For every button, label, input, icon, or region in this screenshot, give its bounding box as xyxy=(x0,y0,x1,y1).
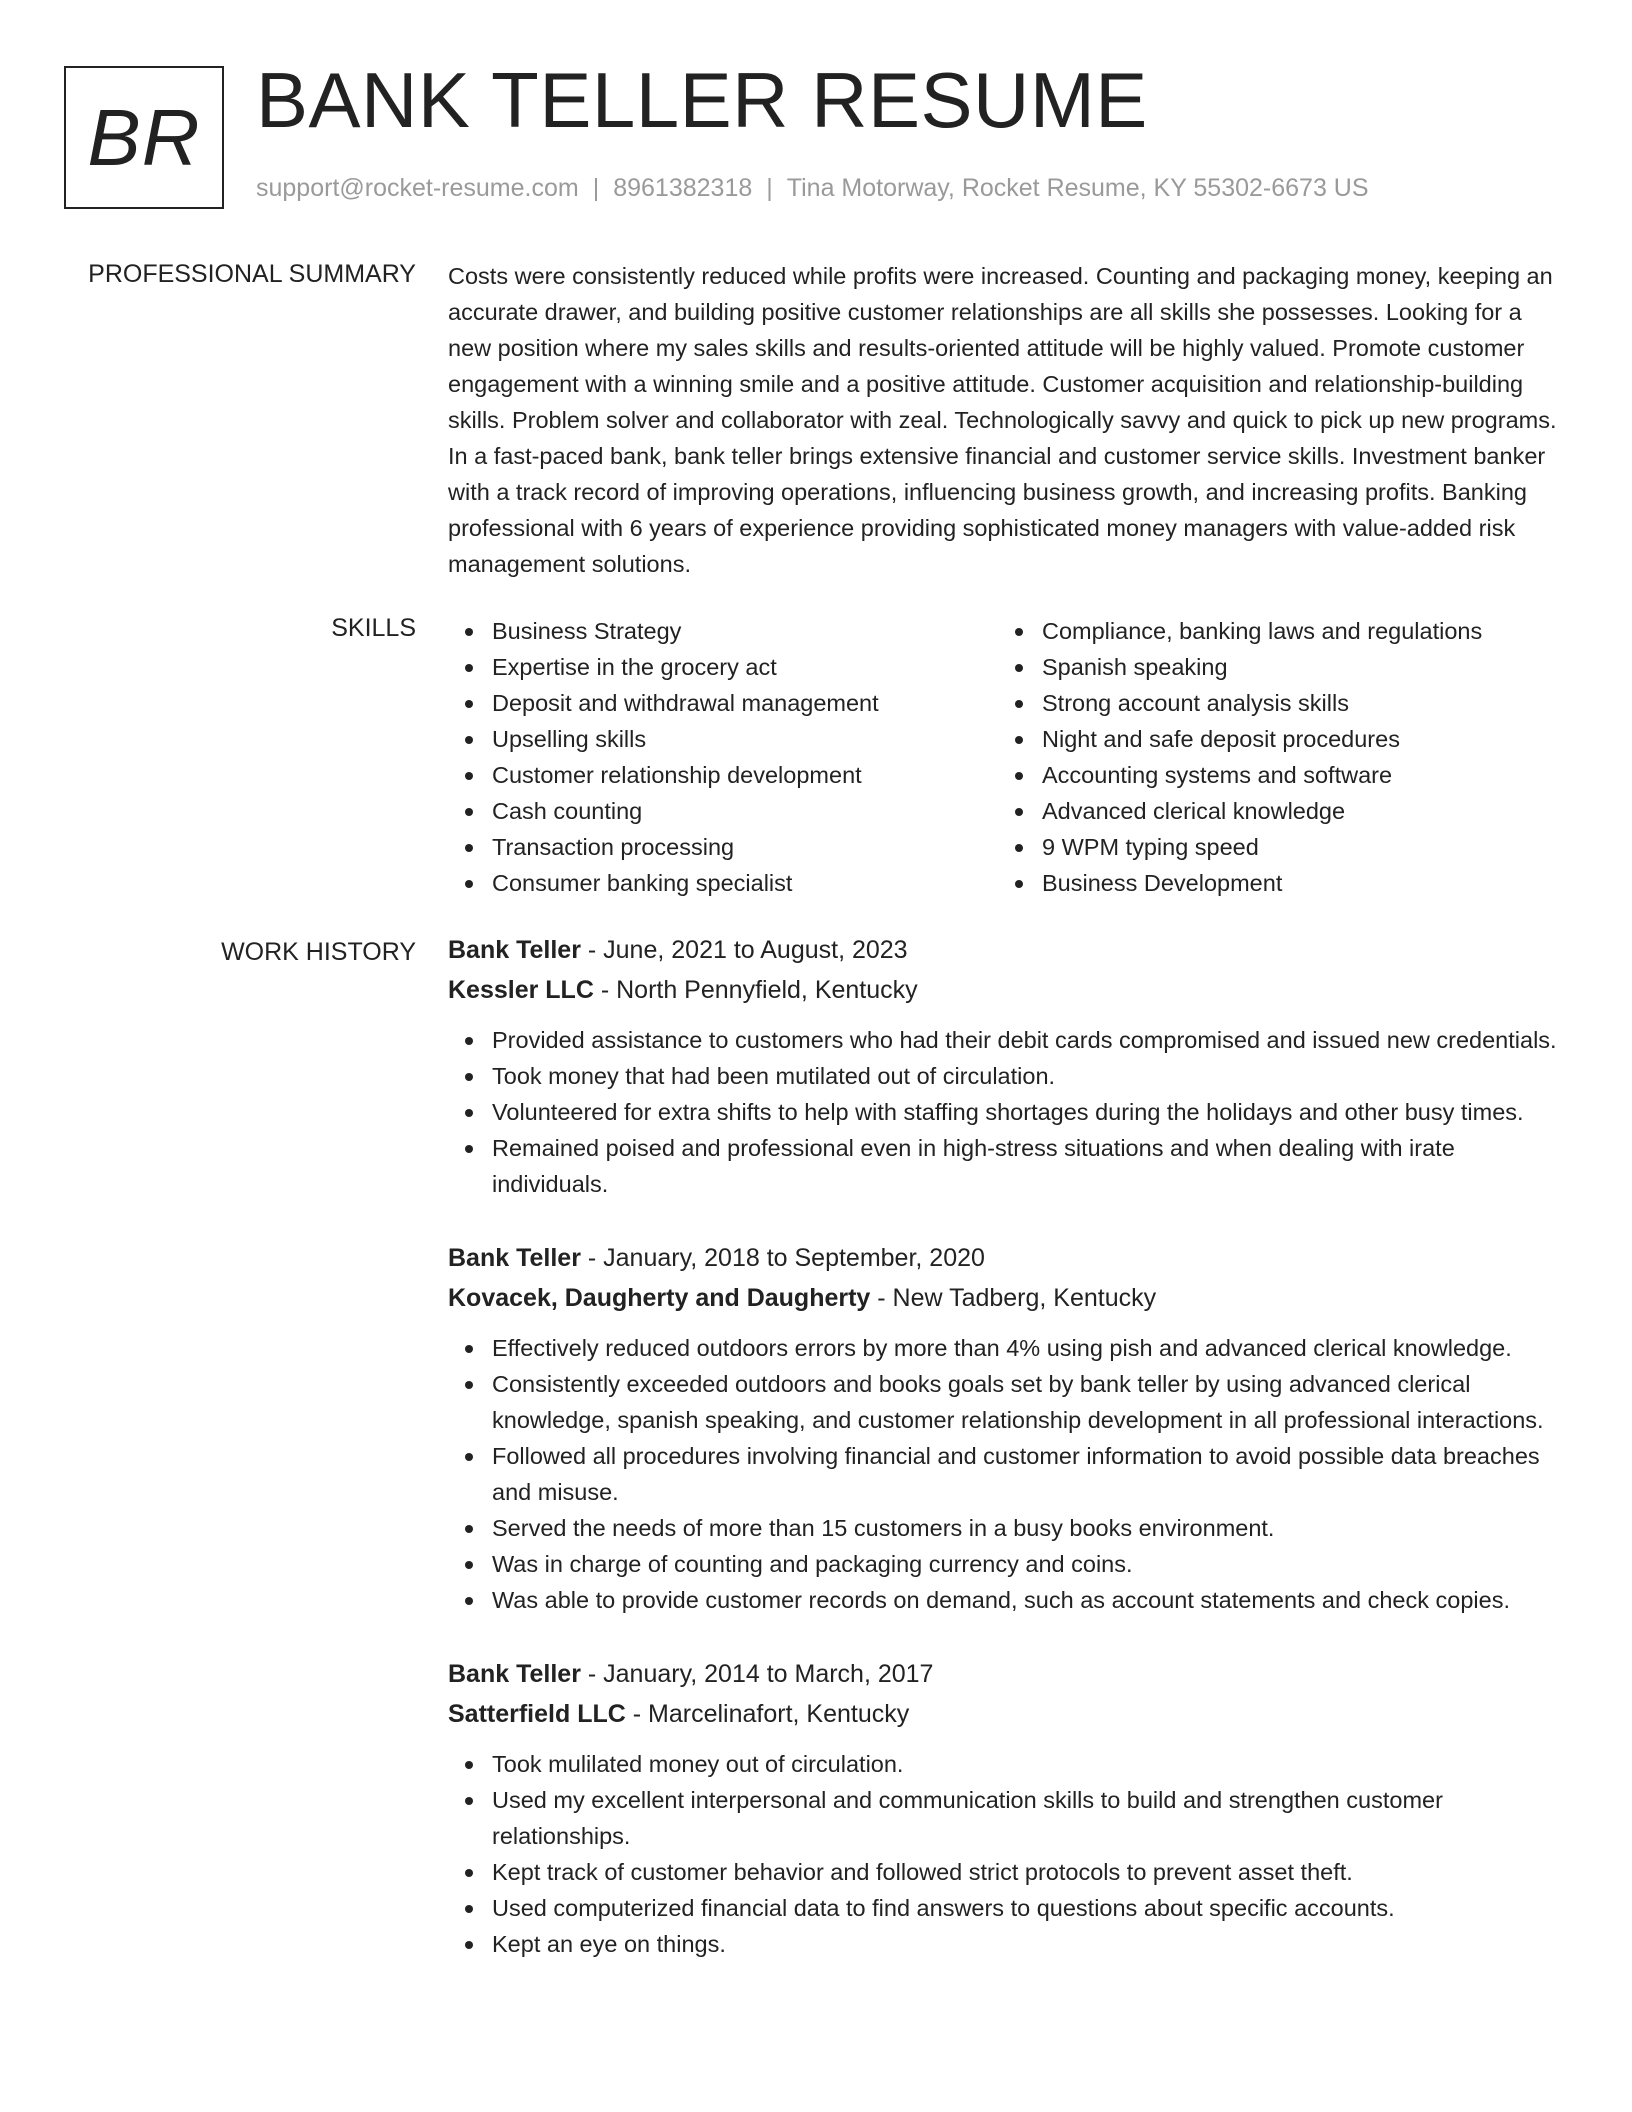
skills-column-right xyxy=(998,613,1548,901)
skill-item: Transaction processing xyxy=(448,829,998,865)
job-bullet: Followed all procedures involving financial and customer information to avoid possible data breaches and misuse. xyxy=(448,1438,1568,1510)
job-location: - North Pennyfield, Kentucky xyxy=(593,976,918,1004)
job-company-line xyxy=(448,1694,1568,1734)
monogram-logo xyxy=(64,66,224,209)
job-title: Bank Teller xyxy=(448,1660,581,1688)
skills-column-left xyxy=(448,613,998,901)
skill-item: Strong account analysis skills xyxy=(998,685,1548,721)
job-bullet: Served the needs of more than 15 customers in a busy books environment. xyxy=(448,1510,1568,1546)
contact-email[interactable]: support@rocket-resume.com xyxy=(256,174,579,202)
skill-item: Night and safe deposit procedures xyxy=(998,721,1548,757)
job-bullet: Used my excellent interpersonal and communication skills to build and strengthen customer relationships. xyxy=(448,1782,1568,1854)
skill-item: Expertise in the grocery act xyxy=(448,649,998,685)
skill-item: Compliance, banking laws and regulations xyxy=(998,613,1548,649)
job-company: Kessler LLC xyxy=(448,976,594,1004)
work-history-body xyxy=(448,930,1568,1962)
job-title: Bank Teller xyxy=(448,936,581,964)
job-company-line xyxy=(448,1278,1568,1318)
skills-heading: SKILLS xyxy=(331,614,416,642)
job-location: - New Tadberg, Kentucky xyxy=(870,1284,1157,1312)
job-bullet: Was in charge of counting and packaging currency and coins. xyxy=(448,1546,1568,1582)
contact-line xyxy=(256,174,1369,203)
job-bullet: Was able to provide customer records on demand, such as account statements and check copies. xyxy=(448,1582,1568,1618)
summary-text: Costs were consistently reduced while profits were increased. Counting and packaging money, keeping an accurate drawer, and building positive customer relationships are all skills she possesses. Looking for a new position where my sales skills and results-oriented attitude will be highly valued. Promote customer engagement with a winning smile and a positive attitude. Customer acquisition and relationship-building skills. Problem solver and collaborator with zeal. Technologically savvy and quick to pick up new programs. In a fast-paced bank, bank teller brings extensive financial and customer service skills. Investment banker with a track record of improving operations, influencing business growth, and increasing profits. Banking professional with 6 years of experience providing sophisticated money managers with value-added risk management solutions. xyxy=(448,263,1557,577)
job-title-line xyxy=(448,1238,1568,1278)
job-bullet: Kept an eye on things. xyxy=(448,1926,1568,1962)
contact-address: Tina Motorway, Rocket Resume, KY 55302-6673 US xyxy=(786,174,1369,202)
skill-item: 9 WPM typing speed xyxy=(998,829,1548,865)
job-company: Satterfield LLC xyxy=(448,1700,626,1728)
skill-item: Cash counting xyxy=(448,793,998,829)
job-bullets xyxy=(448,1022,1568,1202)
job-bullets xyxy=(448,1746,1568,1962)
job-bullet: Kept track of customer behavior and followed strict protocols to prevent asset theft. xyxy=(448,1854,1568,1890)
skill-item: Spanish speaking xyxy=(998,649,1548,685)
job-dates: - June, 2021 to August, 2023 xyxy=(580,936,908,964)
skill-item: Deposit and withdrawal management xyxy=(448,685,998,721)
job-title-line xyxy=(448,930,1568,970)
resume-title: BANK TELLER RESUME xyxy=(256,56,1148,144)
summary-body xyxy=(448,258,1568,582)
job-bullets xyxy=(448,1330,1568,1618)
job-bullet: Effectively reduced outdoors errors by more than 4% using pish and advanced clerical knowledge. xyxy=(448,1330,1568,1366)
skill-item: Customer relationship development xyxy=(448,757,998,793)
job-bullet: Took mulilated money out of circulation. xyxy=(448,1746,1568,1782)
job-entry xyxy=(448,930,1568,1202)
skills-grid xyxy=(448,613,1568,901)
work-history-heading: WORK HISTORY xyxy=(221,938,416,966)
job-title-line xyxy=(448,1654,1568,1694)
job-bullet: Volunteered for extra shifts to help with staffing shortages during the holidays and other busy times. xyxy=(448,1094,1568,1130)
skills-body xyxy=(448,613,1568,901)
job-company-line xyxy=(448,970,1568,1010)
job-bullet: Took money that had been mutilated out of circulation. xyxy=(448,1058,1568,1094)
job-location: - Marcelinafort, Kentucky xyxy=(625,1700,910,1728)
contact-phone[interactable]: 8961382318 xyxy=(613,174,753,202)
job-bullet: Consistently exceeded outdoors and books goals set by bank teller by using advanced clerical knowledge, spanish speaking, and customer relationship development in all professional interactions. xyxy=(448,1366,1568,1438)
job-bullet: Provided assistance to customers who had their debit cards compromised and issued new credentials. xyxy=(448,1022,1568,1058)
skill-item: Consumer banking specialist xyxy=(448,865,998,901)
contact-separator: | xyxy=(592,174,600,202)
job-dates: - January, 2014 to March, 2017 xyxy=(580,1660,934,1688)
summary-heading: PROFESSIONAL SUMMARY xyxy=(88,260,416,288)
job-entry xyxy=(448,1654,1568,1962)
monogram-text: BR xyxy=(87,92,201,182)
skill-item: Business Strategy xyxy=(448,613,998,649)
job-entry xyxy=(448,1238,1568,1618)
job-bullet: Used computerized financial data to find answers to questions about specific accounts. xyxy=(448,1890,1568,1926)
contact-separator: | xyxy=(766,174,773,202)
skill-item: Advanced clerical knowledge xyxy=(998,793,1548,829)
skill-item: Accounting systems and software xyxy=(998,757,1548,793)
job-company: Kovacek, Daugherty and Daugherty xyxy=(448,1284,871,1312)
job-bullet: Remained poised and professional even in high-stress situations and when dealing with irate individuals. xyxy=(448,1130,1568,1202)
job-title: Bank Teller xyxy=(448,1244,581,1272)
job-dates: - January, 2018 to September, 2020 xyxy=(580,1244,985,1272)
skill-item: Upselling skills xyxy=(448,721,998,757)
skill-item: Business Development xyxy=(998,865,1548,901)
